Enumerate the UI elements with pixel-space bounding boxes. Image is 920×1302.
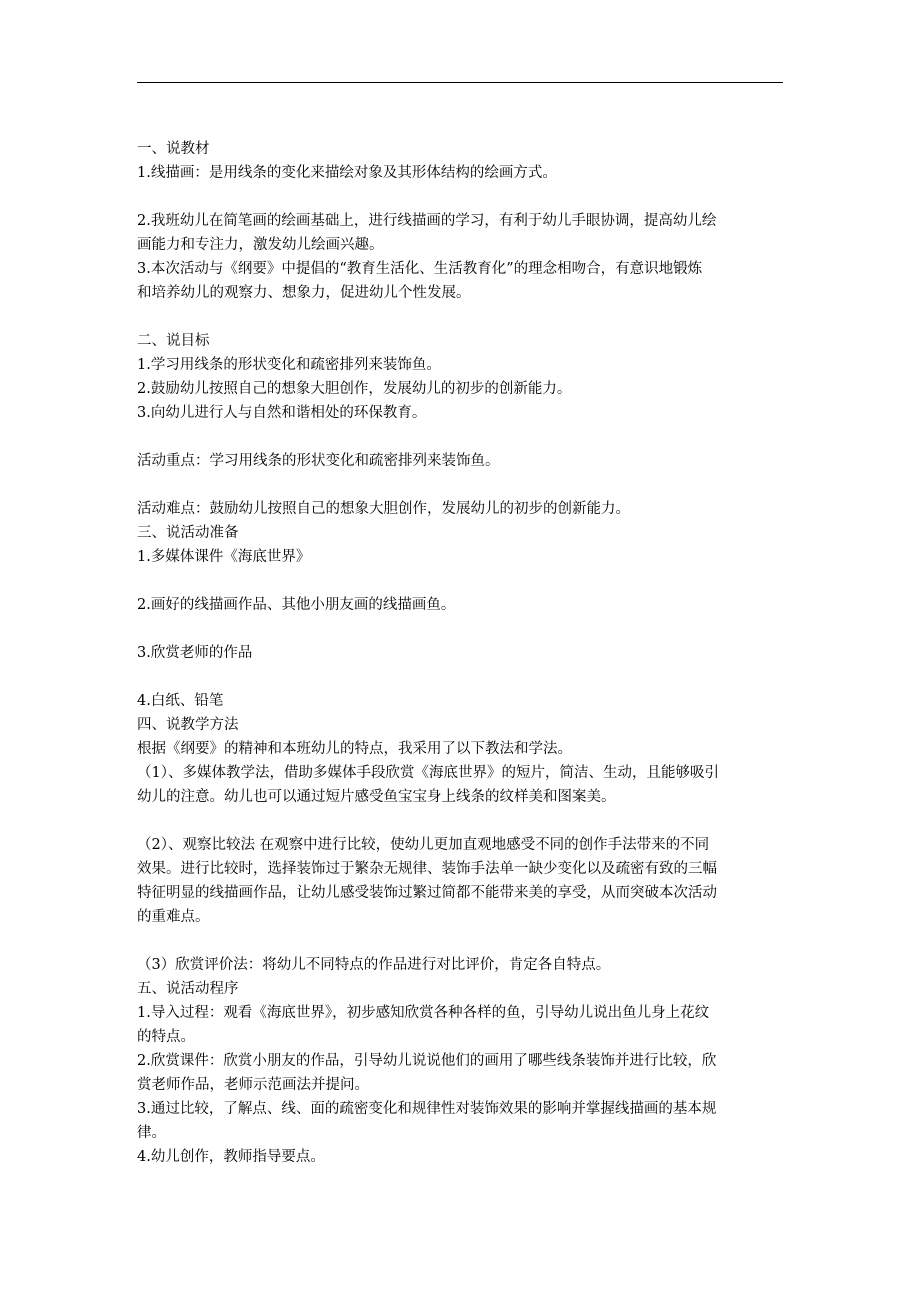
paragraph: 1.线描画：是用线条的变化来描绘对象及其形体结构的绘画方式。 <box>137 165 557 181</box>
goal-item: 2.鼓励幼儿按照自己的想象大胆创作，发展幼儿的初步的创新能力。 <box>137 381 572 397</box>
header-rule <box>137 82 783 83</box>
method-paragraph: （2）、观察比较法 在观察中进行比较，使幼儿更加直观地感受不同的创作手法带来的不同 <box>137 837 710 853</box>
procedure-item: 4.幼儿创作，教师指导要点。 <box>137 1149 325 1165</box>
paragraph: 2.我班幼儿在简笔画的绘画基础上，进行线描画的学习，有利于幼儿手眼协调，提高幼儿绘 <box>137 213 717 229</box>
goal-item: 3.向幼儿进行人与自然和谐相处的环保教育。 <box>137 405 427 421</box>
material-item: 1.多媒体课件《海底世界》 <box>137 549 311 565</box>
difficulty-point: 活动难点：鼓励幼儿按照自己的想象大胆创作，发展幼儿的初步的创新能力。 <box>137 501 630 517</box>
goal-item: 1.学习用线条的形状变化和疏密排列来装饰鱼。 <box>137 357 441 373</box>
paragraph: 根据《纲要》的精神和本班幼儿的特点，我采用了以下教法和学法。 <box>137 741 572 757</box>
procedure-item: 2.欣赏课件：欣赏小朋友的作品，引导幼儿说说他们的画用了哪些线条装饰并进行比较，欣 <box>137 1053 717 1069</box>
material-item: 2.画好的线描画作品、其他小朋友画的线描画鱼。 <box>137 597 456 613</box>
paragraph: 3.本次活动与《纲要》中提倡的“教育生活化、生活教育化”的理念相吻合，有意识地锻炼 <box>137 261 703 277</box>
material-item: 3.欣赏老师的作品 <box>137 645 253 661</box>
blank-line <box>137 809 785 833</box>
blank-line <box>137 665 785 689</box>
method-paragraph: （1）、多媒体教学法，借助多媒体手段欣赏《海底世界》的短片，简洁、生动，且能够吸引 <box>137 765 719 781</box>
blank-line <box>137 569 785 593</box>
method-paragraph: 特征明显的线描画作品，让幼儿感受装饰过繁过简都不能带来美的享受，从而突破本次活动 <box>137 885 717 901</box>
blank-line <box>137 305 785 329</box>
procedure-item: 1.导入过程：观看《海底世界》，初步感知欣赏各种各样的鱼，引导幼儿说出鱼儿身上花纹 <box>137 1005 710 1021</box>
section-heading-1: 一、说教材 <box>137 141 210 157</box>
procedure-item: 3.通过比较，了解点、线、面的疏密变化和规律性对装饰效果的影响并掌握线描画的基本规 <box>137 1101 717 1117</box>
material-item: 4.白纸、铅笔 <box>137 693 224 709</box>
paragraph: 和培养幼儿的观察力、想象力，促进幼儿个性发展。 <box>137 285 471 301</box>
procedure-item: 的特点。 <box>137 1029 195 1045</box>
method-paragraph: （3）欣赏评价法：将幼儿不同特点的作品进行对比评价，肯定各自特点。 <box>137 957 611 973</box>
section-heading-4: 四、说教学方法 <box>137 717 239 733</box>
procedure-item: 赏老师作品，老师示范画法并提问。 <box>137 1077 369 1093</box>
blank-line <box>137 473 785 497</box>
blank-line <box>137 929 785 953</box>
method-paragraph: 幼儿的注意。幼儿也可以通过短片感受鱼宝宝身上线条的纹样美和图案美。 <box>137 789 616 805</box>
paragraph: 画能力和专注力，激发幼儿绘画兴趣。 <box>137 237 384 253</box>
blank-line <box>137 185 785 209</box>
blank-line <box>137 617 785 641</box>
section-heading-2: 二、说目标 <box>137 333 210 349</box>
document-body <box>137 137 785 1169</box>
procedure-item: 律。 <box>137 1125 166 1141</box>
section-heading-5: 五、说活动程序 <box>137 981 239 997</box>
method-paragraph: 的重难点。 <box>137 909 210 925</box>
blank-line <box>137 425 785 449</box>
key-point: 活动重点：学习用线条的形状变化和疏密排列来装饰鱼。 <box>137 453 500 469</box>
method-paragraph: 效果。进行比较时，选择装饰过于繁杂无规律、装饰手法单一缺少变化以及疏密有致的三幅 <box>137 861 717 877</box>
section-heading-3: 三、说活动准备 <box>137 525 239 541</box>
